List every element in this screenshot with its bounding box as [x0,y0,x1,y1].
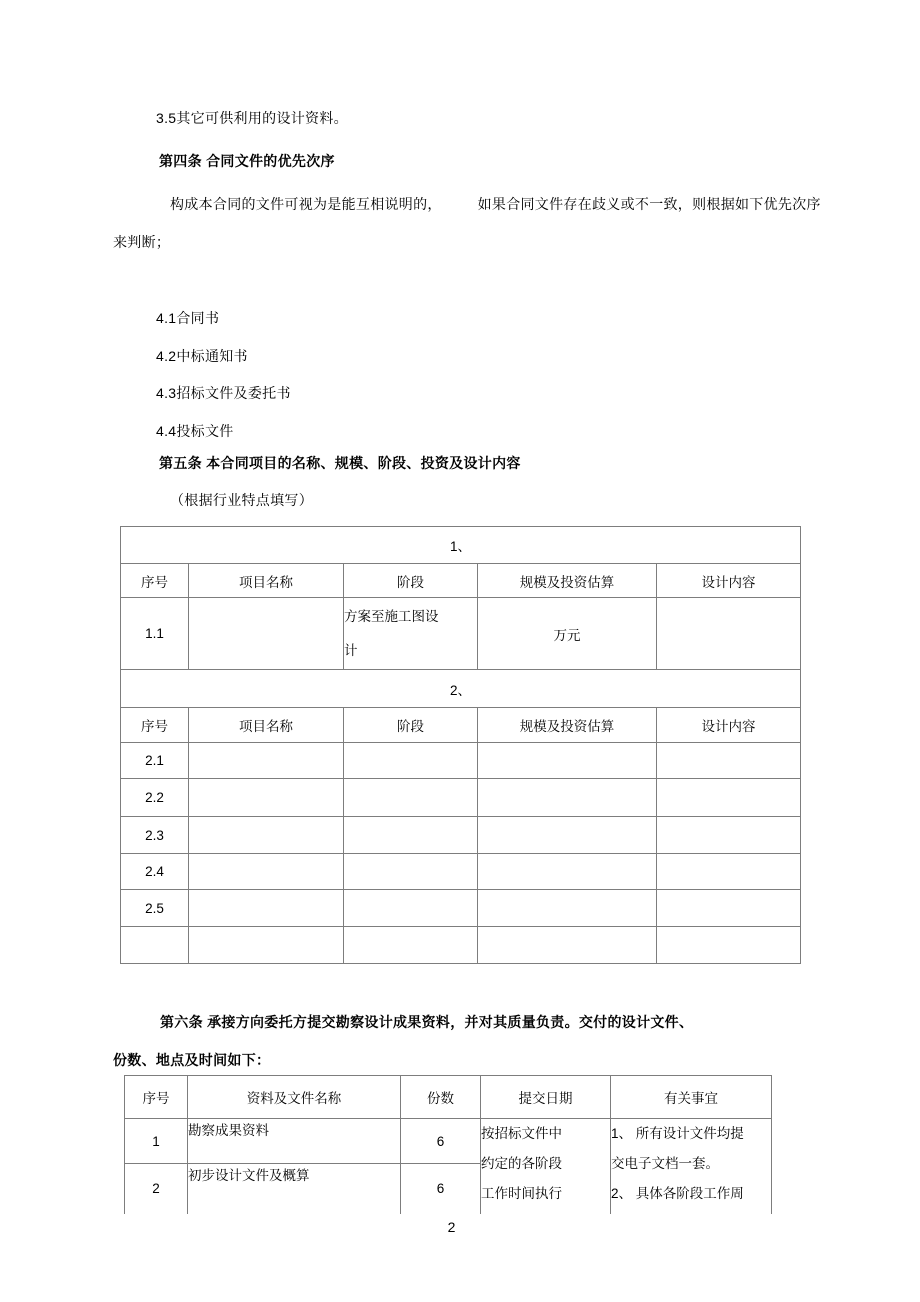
project-table-header-name: 项目名称 [189,708,344,743]
delivery-row-2-copies: 6 [401,1164,481,1214]
cell-empty [657,854,801,890]
cell-empty [189,927,344,964]
delivery-table-header-date: 提交日期 [481,1076,611,1119]
cell-empty [189,743,344,779]
project-table-group-2-label: 2、 [121,670,801,708]
article-4-heading: 第四条 合同文件的优先次序 [159,153,335,169]
project-table-header-content: 设计内容 [657,708,801,743]
delivery-row-2-no: 2 [125,1164,188,1214]
project-table-header-no: 序号 [121,564,189,598]
cell-empty [478,779,657,817]
cell-empty [344,743,478,779]
cell-no-2-2: 2.2 [121,779,189,817]
article-4-paragraph-line-2: 来判断； [113,234,171,250]
project-table-group-1-label: 1、 [121,527,801,564]
cell-empty [657,779,801,817]
cell-no-2-3: 2.3 [121,817,189,854]
cell-empty [657,817,801,854]
project-table-header-no: 序号 [121,708,189,743]
delivery-table-header-name: 资料及文件名称 [188,1076,401,1119]
project-table-header-name: 项目名称 [189,564,344,598]
cell-empty [344,817,478,854]
cell-no-2-1: 2.1 [121,743,189,779]
delivery-table-header-no: 序号 [125,1076,188,1119]
cell-no-1-1: 1.1 [121,598,189,670]
cell-empty [189,817,344,854]
cell-empty [478,854,657,890]
delivery-table [124,1075,772,1214]
cell-empty [478,890,657,927]
list-item-4-2: 4.2中标通知书 [156,348,248,364]
cell-empty [344,890,478,927]
cell-empty [657,743,801,779]
stage-line-2: 计 [344,642,358,658]
cell-no-2-5: 2.5 [121,890,189,927]
submit-date-line-1: 按招标文件中 [481,1126,562,1141]
cell-empty [121,927,189,964]
delivery-notes-cell [611,1119,772,1214]
notes-line-2: 交电子文档一套。 [611,1156,719,1171]
cell-name-1-1-empty [189,598,344,670]
notes-line-3: 2、 具体各阶段工作周 [611,1186,744,1201]
project-table-header-scale: 规模及投资估算 [478,708,657,743]
project-table-header-stage: 阶段 [344,708,478,743]
project-table [120,526,801,964]
cell-empty [189,890,344,927]
cell-empty [657,927,801,964]
list-item-4-1: 4.1合同书 [156,310,220,326]
delivery-table-header-copies: 份数 [401,1076,481,1119]
article-5-heading: 第五条 本合同项目的名称、规模、阶段、投资及设计内容 [159,455,521,471]
article-6-paragraph-line-1: 第六条 承接方向委托方提交勘察设计成果资料，并对其质量负责。交付的设计文件、 [160,1014,694,1030]
article-6-paragraph-line-2: 份数、地点及时间如下： [113,1052,271,1068]
delivery-row-1-copies: 6 [401,1119,481,1164]
article-5-note: （根据行业特点填写） [170,492,313,508]
clause-3-5-text: 3.5其它可供利用的设计资料。 [156,110,348,126]
cell-empty [189,779,344,817]
submit-date-line-3: 工作时间执行 [481,1186,562,1201]
cell-empty [478,817,657,854]
submit-date-line-2: 约定的各阶段 [481,1156,562,1171]
delivery-row-1-no: 1 [125,1119,188,1164]
project-table-header-scale: 规模及投资估算 [478,564,657,598]
list-item-4-4: 4.4投标文件 [156,423,234,439]
stage-line-1: 方案至施工图设 [344,608,439,624]
cell-empty [657,890,801,927]
cell-empty [478,927,657,964]
page-number: 2 [447,1219,456,1235]
delivery-row-2-name: 初步设计文件及概算 [188,1164,401,1214]
cell-no-2-4: 2.4 [121,854,189,890]
cell-empty [478,743,657,779]
cell-scale-1-1: 万元 [478,598,657,670]
project-table-header-stage: 阶段 [344,564,478,598]
cell-empty [344,854,478,890]
cell-empty [344,927,478,964]
cell-stage-1-1 [344,598,478,670]
article-4-paragraph-line-1: 构成本合同的文件可视为是能互相说明的， 如果合同文件存在歧义或不一致，则根据如下优先次序 [170,196,821,212]
delivery-row-1-name: 勘察成果资料 [188,1119,401,1164]
cell-empty [189,854,344,890]
notes-line-1: 1、 所有设计文件均提 [611,1126,744,1141]
cell-empty [344,779,478,817]
cell-content-1-1-empty [657,598,801,670]
list-item-4-3: 4.3招标文件及委托书 [156,385,291,401]
project-table-header-content: 设计内容 [657,564,801,598]
delivery-submit-date-cell [481,1119,611,1214]
delivery-table-header-notes: 有关事宜 [611,1076,772,1119]
